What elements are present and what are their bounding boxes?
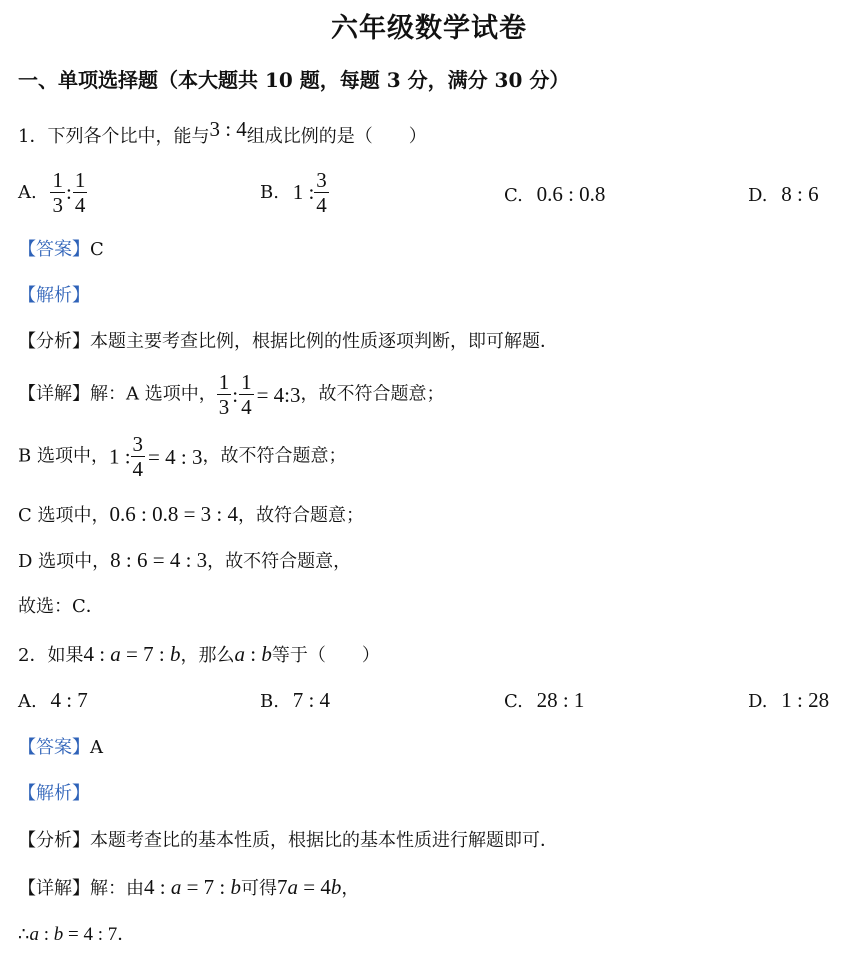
option-label: D. (748, 691, 768, 712)
numerator: 1 (218, 370, 230, 394)
q2-analysis-tag: 【解析】 (18, 783, 90, 804)
q2-option-c (504, 688, 584, 713)
stem-math (83, 642, 180, 666)
q1-fenxi: 【分析】本题主要考查比例，根据比例的性质逐项判断，即可解题． (18, 331, 558, 352)
fraction (217, 370, 232, 419)
ratio-colon: : (232, 382, 239, 407)
q2-fenxi: 【分析】本题考查比的基本性质，根据比的基本性质进行解题即可． (18, 830, 558, 851)
option-text: 0.6 : 0.8 (536, 182, 606, 206)
option-label: A. (18, 691, 37, 712)
option-label: D. (748, 185, 768, 206)
ratio-colon: : (65, 180, 72, 204)
denominator: 3 (218, 395, 230, 419)
final-suffix: ． (117, 924, 136, 945)
m: : (244, 642, 262, 666)
xj-math-2 (277, 875, 341, 899)
answer-value: A (90, 737, 103, 758)
denominator: 4 (316, 193, 327, 217)
q1-option-b (260, 168, 329, 217)
equation: 0.6 : 0.8 = 3 : 4 (109, 502, 239, 526)
equation: = 4 : 3 (148, 444, 203, 469)
var-b: b (169, 642, 181, 666)
q1-option-b-check (18, 432, 346, 481)
check-suffix: ，故符合题意； (238, 505, 365, 526)
xiangjie-prefix: 【详解】解：A 选项中， (18, 383, 217, 405)
var-b: b (261, 642, 272, 666)
var-b: b (230, 875, 242, 899)
check-prefix: D 选项中， (18, 551, 111, 572)
option-label: B. (260, 691, 279, 712)
final-math (29, 924, 117, 945)
q1-option-d (748, 182, 819, 207)
option-label: B. (260, 182, 279, 203)
answer-tag: 【答案】 (18, 239, 90, 260)
equation: = 4:3 (256, 382, 301, 407)
option-text: 1 : 28 (781, 688, 830, 712)
xj-suffix: ， (341, 878, 360, 899)
numerator: 3 (316, 168, 327, 192)
whole: 1 : (108, 444, 131, 469)
m: 4 : (144, 875, 171, 899)
q2-stem-mid: ，那么 (180, 645, 235, 666)
q1-option-c (504, 182, 605, 207)
option-text: 28 : 1 (536, 688, 585, 712)
xiangjie-prefix: 【详解】解：由 (18, 878, 144, 899)
var-a: a (287, 875, 299, 899)
equation: 8 : 6 = 4 : 3 (110, 548, 208, 572)
fraction (50, 168, 65, 217)
var-a: a (170, 875, 182, 899)
var-b: b (330, 875, 342, 899)
numerator: 3 (132, 432, 144, 456)
q1-option-d-check (18, 547, 351, 575)
option-whole: 1 : (292, 180, 315, 204)
denominator: 4 (132, 457, 144, 481)
m: 4 : (83, 642, 111, 666)
xiangjie-suffix: ，故不符合题意； (300, 383, 445, 405)
fraction (73, 168, 88, 217)
var-a: a (234, 642, 245, 666)
option-label: A. (18, 182, 37, 203)
q1-xiangjie (18, 370, 445, 419)
denominator: 4 (241, 395, 252, 419)
option-text: 8 : 6 (781, 182, 819, 206)
option-text: 4 : 7 (50, 688, 88, 712)
q1-stem-prefix: 1．下列各个比中，能与 (18, 126, 210, 147)
option-label: C. (504, 691, 523, 712)
q2-answer (18, 735, 103, 761)
var-a: a (29, 924, 39, 945)
numerator: 1 (241, 370, 252, 394)
q2-stem-prefix: 2．如果 (18, 645, 84, 666)
q2-xiangjie (18, 874, 359, 902)
var-b: b (53, 924, 64, 945)
var-a: a (110, 642, 121, 666)
q2-stem (18, 641, 380, 669)
stem-math-2 (234, 642, 271, 666)
check-suffix: ，故不符合题意； (202, 445, 347, 467)
q1-option-a (18, 168, 87, 217)
numerator: 1 (52, 168, 63, 192)
m: = 7 : (181, 875, 231, 899)
m: = 7 : (120, 642, 170, 666)
m: : (38, 924, 54, 945)
page-title: 六年级数学试卷 (331, 13, 527, 44)
check-prefix: B 选项中， (18, 445, 109, 467)
check-suffix: ，故不符合题意， (207, 551, 352, 572)
q2-option-d (748, 688, 829, 713)
q2-option-a (18, 688, 88, 713)
q1-stem (18, 117, 427, 150)
m: = 4 : 7 (63, 924, 118, 945)
denominator: 3 (52, 193, 63, 217)
q2-stem-suffix: 等于（ ） (271, 645, 380, 666)
option-text: 7 : 4 (292, 688, 331, 712)
q1-stem-suffix: 组成比例的是（ ） (246, 126, 427, 147)
numerator: 1 (74, 168, 86, 192)
xj-math-1 (144, 875, 241, 899)
denominator: 4 (74, 193, 86, 217)
q1-conclusion: 故选：C． (18, 596, 104, 617)
m: = 4 (298, 875, 331, 899)
answer-tag: 【答案】 (18, 737, 90, 758)
xj-mid: 可得 (241, 878, 278, 899)
fraction (131, 432, 146, 481)
m: 7 (277, 875, 288, 899)
q1-analysis-tag: 【解析】 (18, 285, 90, 306)
q2-final (18, 922, 135, 948)
q1-option-c-check (18, 501, 364, 529)
answer-value: C (90, 239, 104, 260)
check-prefix: C 选项中， (18, 505, 110, 526)
fraction (239, 370, 254, 419)
q1-answer (18, 237, 104, 263)
therefore-symbol: ∴ (18, 924, 30, 945)
q2-option-b (260, 688, 330, 713)
fraction (314, 168, 329, 217)
option-label: C. (504, 185, 523, 206)
section-heading: 一、单项选择题（本大题共 10 题，每题 3 分，满分 30 分） (18, 68, 570, 92)
q1-stem-math: 3 : 4 (209, 117, 247, 141)
